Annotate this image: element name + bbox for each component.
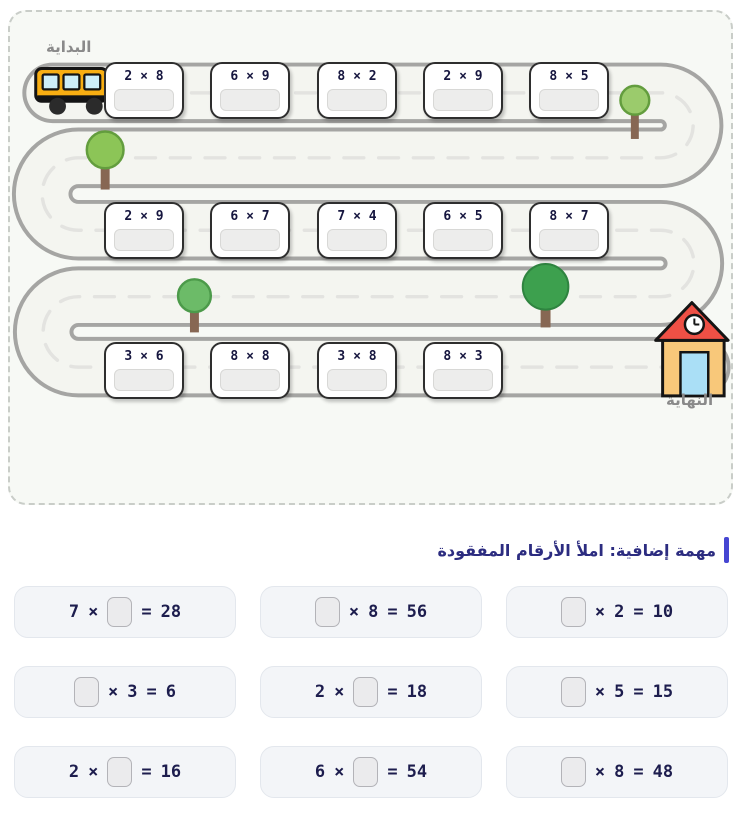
answer-input[interactable] [433,369,493,391]
operand: 3 [127,682,138,702]
operand: 54 [406,762,428,782]
road-problem-card [529,62,609,119]
multiply-sign: × [88,602,99,622]
operand: 2 [314,682,326,702]
equals-sign: = [141,602,152,622]
multiply-sign: × [594,682,606,702]
road-problem-card [210,342,290,399]
road-problem-card [423,202,503,259]
equals-sign: = [387,762,398,782]
answer-input[interactable] [220,229,280,251]
equals-sign: = [633,682,644,702]
operand: 2 [68,762,80,782]
operand: 7 [68,602,80,622]
problem-label: 6 × 5 [443,209,483,224]
missing-number-input[interactable] [561,597,586,627]
expression [74,677,176,707]
operand: 56 [406,602,428,622]
expression [315,677,427,707]
road-problem-card [317,202,397,259]
bonus-problem-card [260,746,482,798]
missing-number-input[interactable] [353,757,378,787]
bonus-problem-card [506,586,728,638]
equals-sign: = [141,762,152,782]
problem-label: 8 × 8 [230,349,270,364]
bonus-problem-card [14,586,236,638]
answer-input[interactable] [220,369,280,391]
operand: 10 [652,602,674,622]
answer-input[interactable] [327,229,387,251]
missing-number-input[interactable] [107,597,132,627]
expression [69,757,181,787]
expression [561,597,673,627]
equals-sign: = [387,602,398,622]
answer-input[interactable] [114,369,174,391]
operand: 6 [314,762,326,782]
operand: 15 [652,682,674,702]
road-problem-card [210,62,290,119]
problem-label: 2 × 9 [124,209,164,224]
expression [561,757,673,787]
problem-label: 6 × 9 [230,69,270,84]
multiply-sign: × [334,762,345,782]
equals-sign: = [146,682,157,702]
bonus-problem-card [14,746,236,798]
missing-number-input[interactable] [561,677,586,707]
missing-number-input[interactable] [561,757,586,787]
expression [69,597,181,627]
answer-input[interactable] [327,89,387,111]
answer-input[interactable] [220,89,280,111]
operand: 16 [160,762,182,782]
expression [315,597,427,627]
multiply-sign: × [348,602,360,622]
bonus-heading [437,537,729,563]
missing-number-input[interactable] [353,677,378,707]
bonus-heading-text: مهمة إضافية: املأ الأرقام المفقودة [437,540,716,560]
equals-sign: = [633,602,644,622]
heading-accent-bar [724,537,729,563]
problem-label: 6 × 7 [230,209,270,224]
missing-number-input[interactable] [107,757,132,787]
road-problem-card [317,62,397,119]
answer-input[interactable] [539,89,599,111]
problem-label: 8 × 7 [549,209,589,224]
answer-input[interactable] [433,89,493,111]
road-problem-card [104,342,184,399]
start-label: البداية [46,38,92,56]
road-problem-card [210,202,290,259]
problem-label: 2 × 8 [124,69,164,84]
operand: 18 [406,682,428,702]
multiply-sign: × [594,762,606,782]
multiply-sign: × [88,762,99,782]
problem-label: 8 × 3 [443,349,483,364]
multiply-sign: × [108,682,119,702]
missing-number-input[interactable] [315,597,340,627]
operand: 5 [614,682,625,702]
operand: 48 [652,762,674,782]
multiply-sign: × [594,602,606,622]
expression [315,757,427,787]
answer-input[interactable] [114,89,174,111]
operand: 6 [165,682,176,702]
road-problem-card [104,202,184,259]
answer-input[interactable] [114,229,174,251]
bonus-problem-card [506,666,728,718]
multiply-sign: × [334,682,345,702]
bonus-problem-card [260,586,482,638]
road-problem-card [529,202,609,259]
problem-label: 3 × 8 [337,349,377,364]
bonus-problem-card [14,666,236,718]
bonus-problem-card [260,666,482,718]
road-problem-card [317,342,397,399]
road-problem-card [423,62,503,119]
answer-input[interactable] [433,229,493,251]
missing-number-input[interactable] [74,677,99,707]
problem-label: 8 × 5 [549,69,589,84]
road-problem-card [423,342,503,399]
bonus-problem-card [506,746,728,798]
operand: 8 [614,762,625,782]
operand: 8 [368,602,379,622]
end-label: النهاية [666,391,714,409]
problem-label: 3 × 6 [124,349,164,364]
equals-sign: = [387,682,398,702]
road-problem-card [104,62,184,119]
problem-label: 2 × 9 [443,69,483,84]
operand: 2 [614,602,625,622]
answer-input[interactable] [539,229,599,251]
equals-sign: = [633,762,644,782]
problem-label: 8 × 2 [337,69,377,84]
answer-input[interactable] [327,369,387,391]
operand: 28 [160,602,182,622]
expression [561,677,673,707]
problem-label: 7 × 4 [337,209,377,224]
bonus-grid [14,586,728,798]
